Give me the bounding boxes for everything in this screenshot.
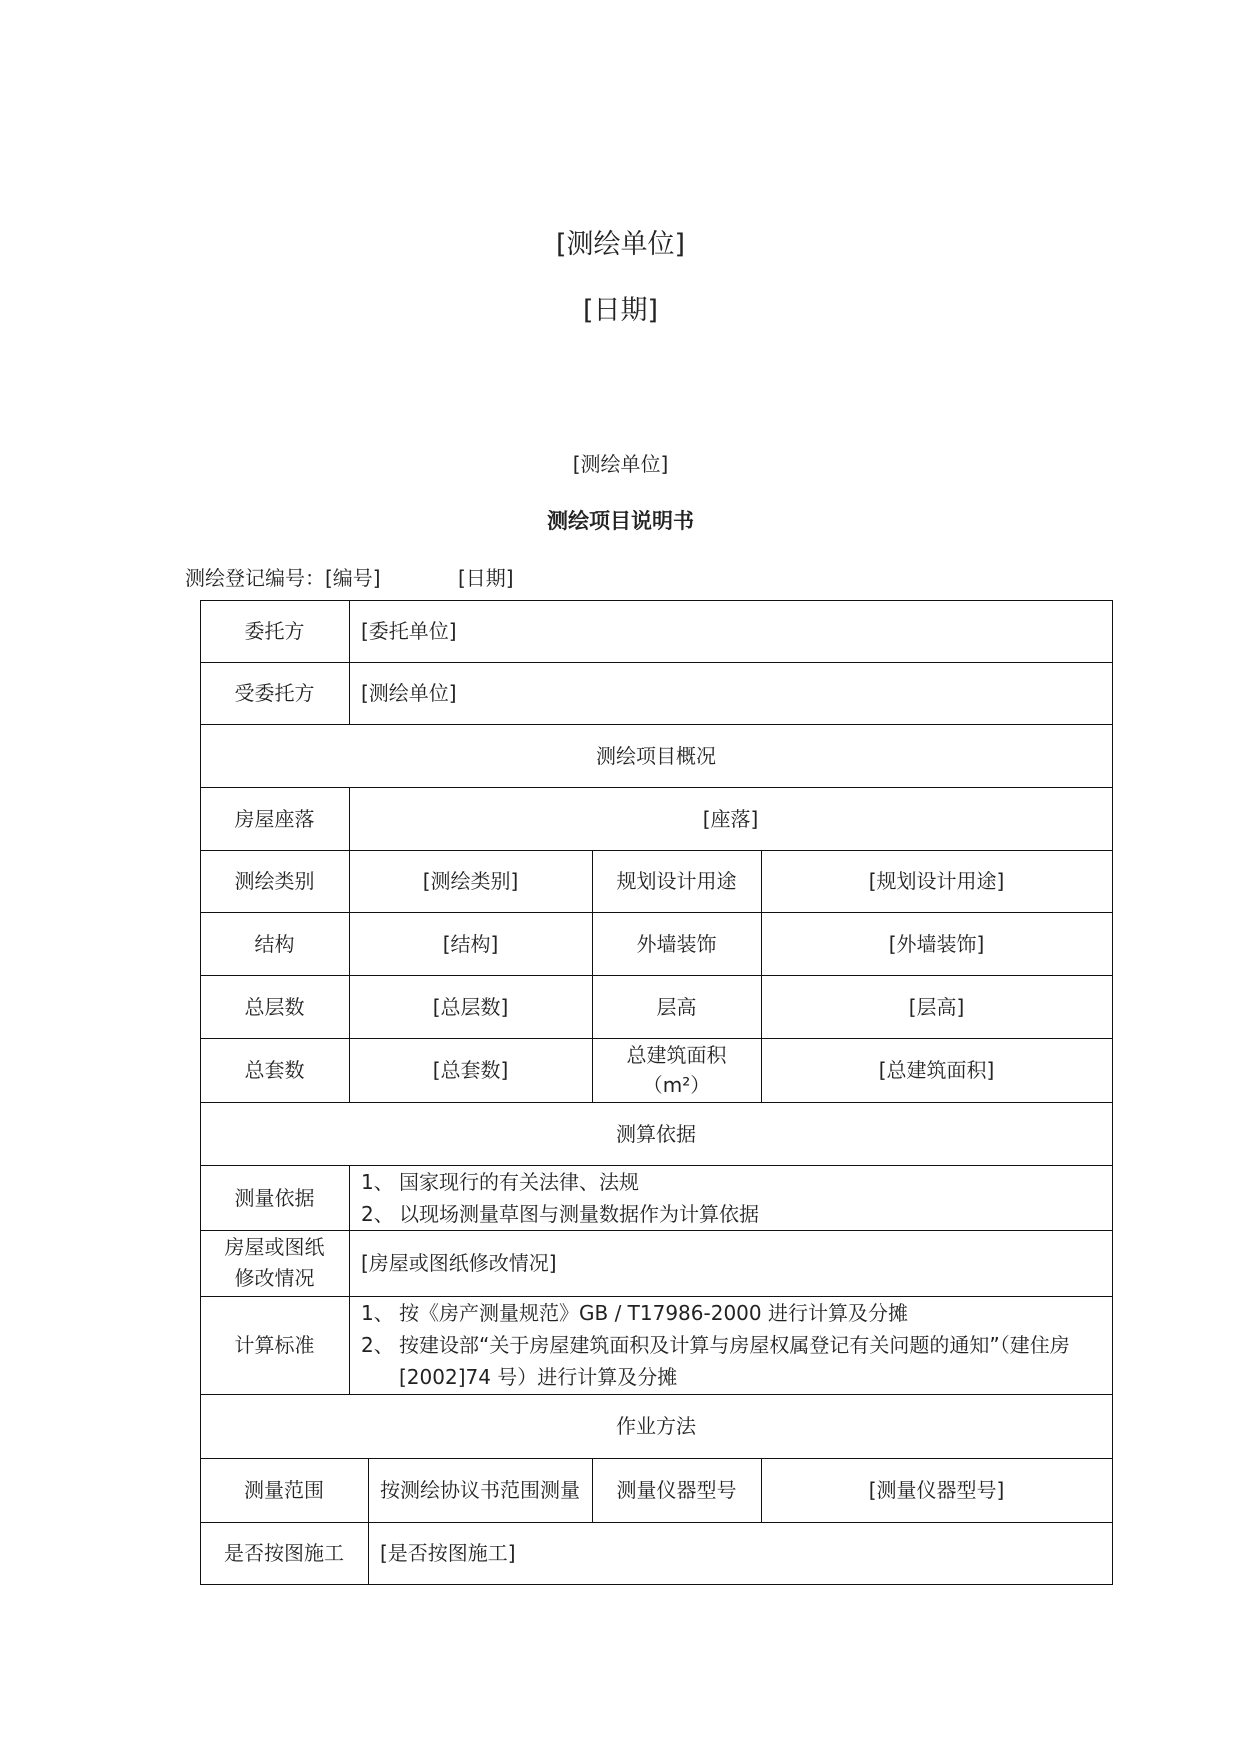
total-floors-label: 总层数 xyxy=(244,994,305,1019)
modification-value: [房屋或图纸修改情况] xyxy=(361,1251,557,1275)
list-item-number: 1、 xyxy=(361,1170,394,1194)
built-per-drawing-value: [是否按图施工] xyxy=(380,1541,516,1565)
survey-basis-label: 测量依据 xyxy=(234,1185,315,1210)
built-per-drawing-label: 是否按图施工 xyxy=(224,1541,344,1565)
list-item xyxy=(361,1166,1104,1198)
cover-org: [测绘单位] xyxy=(555,229,686,260)
floor-height-label: 层高 xyxy=(656,994,697,1019)
registration-date: [日期] xyxy=(458,566,514,590)
planned-use-value: [规划设计用途] xyxy=(868,869,1005,893)
instrument-model-label: 测量仪器型号 xyxy=(616,1478,737,1502)
basis-section-header: 测算依据 xyxy=(616,1121,696,1146)
modification-label-line1: 房屋或图纸 xyxy=(224,1235,325,1259)
list-item-number: 2、 xyxy=(361,1202,394,1226)
registration-number: 测绘登记编号：[编号] xyxy=(185,566,381,590)
modification-label xyxy=(200,1230,349,1296)
contractor-value: [测绘单位] xyxy=(361,681,457,705)
table-rule xyxy=(1112,600,1113,1585)
exterior-wall-value: [外墙装饰] xyxy=(888,931,985,956)
planned-use-label: 规划设计用途 xyxy=(616,869,737,893)
exterior-wall-label: 外墙装饰 xyxy=(636,931,717,956)
overview-section-header: 测绘项目概况 xyxy=(596,743,716,768)
location-label: 房屋座落 xyxy=(234,806,315,831)
structure-value: [结构] xyxy=(442,931,499,956)
contractor-label: 受委托方 xyxy=(234,681,315,705)
client-value: [委托单位] xyxy=(361,619,457,643)
survey-basis-list xyxy=(349,1165,1112,1230)
total-units-value: [总套数] xyxy=(432,1058,509,1082)
calc-standard-label: 计算标准 xyxy=(234,1333,315,1357)
total-area-label-line2: （m²） xyxy=(642,1073,711,1097)
list-item-number: 1、 xyxy=(361,1301,394,1325)
client-label: 委托方 xyxy=(244,619,305,643)
list-item xyxy=(361,1198,1104,1230)
survey-scope-label: 测量范围 xyxy=(244,1478,324,1502)
total-area-label xyxy=(592,1038,761,1102)
total-area-value: [总建筑面积] xyxy=(878,1058,995,1082)
survey-type-label: 测绘类别 xyxy=(234,869,315,893)
floor-height-value: [层高] xyxy=(908,994,965,1019)
list-item-text: 按《房产测量规范》GB / T17986-2000 进行计算及分摊 xyxy=(399,1301,908,1325)
doc-title: 测绘项目说明书 xyxy=(547,509,694,533)
location-value: [座落] xyxy=(702,806,759,831)
calc-standard-list xyxy=(349,1296,1112,1394)
structure-label: 结构 xyxy=(254,931,295,956)
doc-org: [测绘单位] xyxy=(572,452,669,476)
survey-type-value: [测绘类别] xyxy=(422,869,519,893)
survey-scope-value: 按测绘协议书范围测量 xyxy=(380,1478,580,1502)
instrument-model-value: [测量仪器型号] xyxy=(868,1478,1005,1502)
total-floors-value: [总层数] xyxy=(432,994,509,1019)
list-item xyxy=(361,1329,1104,1393)
list-item-text: 按建设部“关于房屋建筑面积及计算与房屋权属登记有关问题的通知”（建住房[2002]74 号）进行计算及分摊 xyxy=(399,1333,1070,1389)
list-item-number: 2、 xyxy=(361,1333,394,1357)
list-item-text: 国家现行的有关法律、法规 xyxy=(399,1170,639,1194)
table-rule xyxy=(200,1584,1112,1585)
method-section-header: 作业方法 xyxy=(616,1414,696,1438)
total-units-label: 总套数 xyxy=(244,1058,305,1082)
cover-date: [日期] xyxy=(582,295,659,326)
total-area-label-line1: 总建筑面积 xyxy=(626,1043,727,1067)
list-item xyxy=(361,1297,1104,1329)
list-item-text: 以现场测量草图与测量数据作为计算依据 xyxy=(399,1202,759,1226)
modification-label-line2: 修改情况 xyxy=(234,1266,315,1290)
